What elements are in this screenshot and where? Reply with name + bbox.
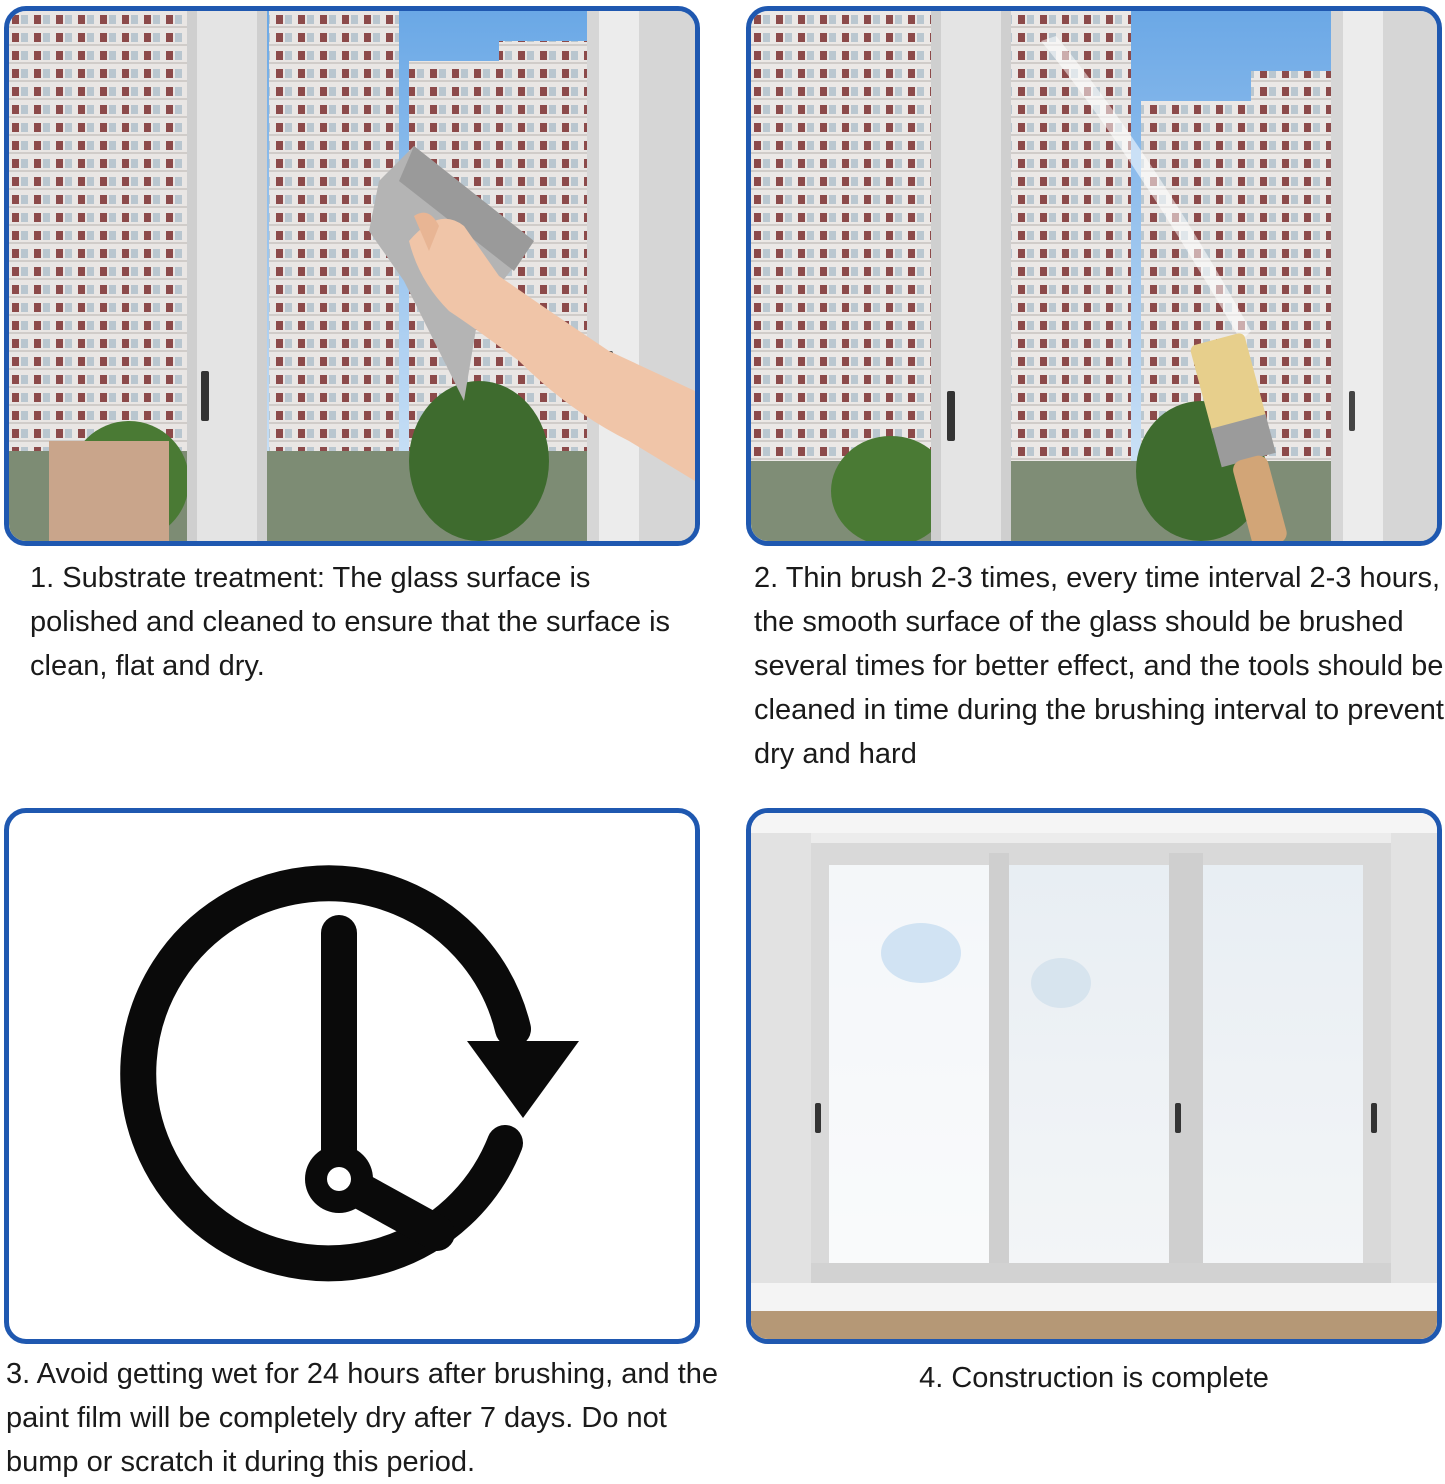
step-4-caption: 4. Construction is complete <box>919 1362 1269 1394</box>
step-3-image <box>4 808 700 1344</box>
window-cleaning-photo <box>9 11 695 541</box>
window-brushing-photo <box>751 11 1437 541</box>
step-3-caption: 3. Avoid getting wet for 24 hours after brushing, and the paint film will be completely dry after 7 days. Do not bump or scratch it during this period. <box>6 1358 719 1478</box>
clock-rotate-icon <box>9 813 695 1339</box>
step-1-image <box>4 6 700 546</box>
frosted-window-photo <box>751 813 1437 1339</box>
step-2-image <box>746 6 1442 546</box>
step-1-caption: 1. Substrate treatment: The glass surface is polished and cleaned to ensure that the surface is clean, flat and dry. <box>30 562 671 682</box>
step-2-caption: 2. Thin brush 2-3 times, every time interval 2-3 hours, the smooth surface of the glass should be brushed several times for better effect, and the tools should be cleaned in time during the brushing interval to prevent dry and hard <box>754 562 1444 770</box>
step-4-image <box>746 808 1442 1344</box>
